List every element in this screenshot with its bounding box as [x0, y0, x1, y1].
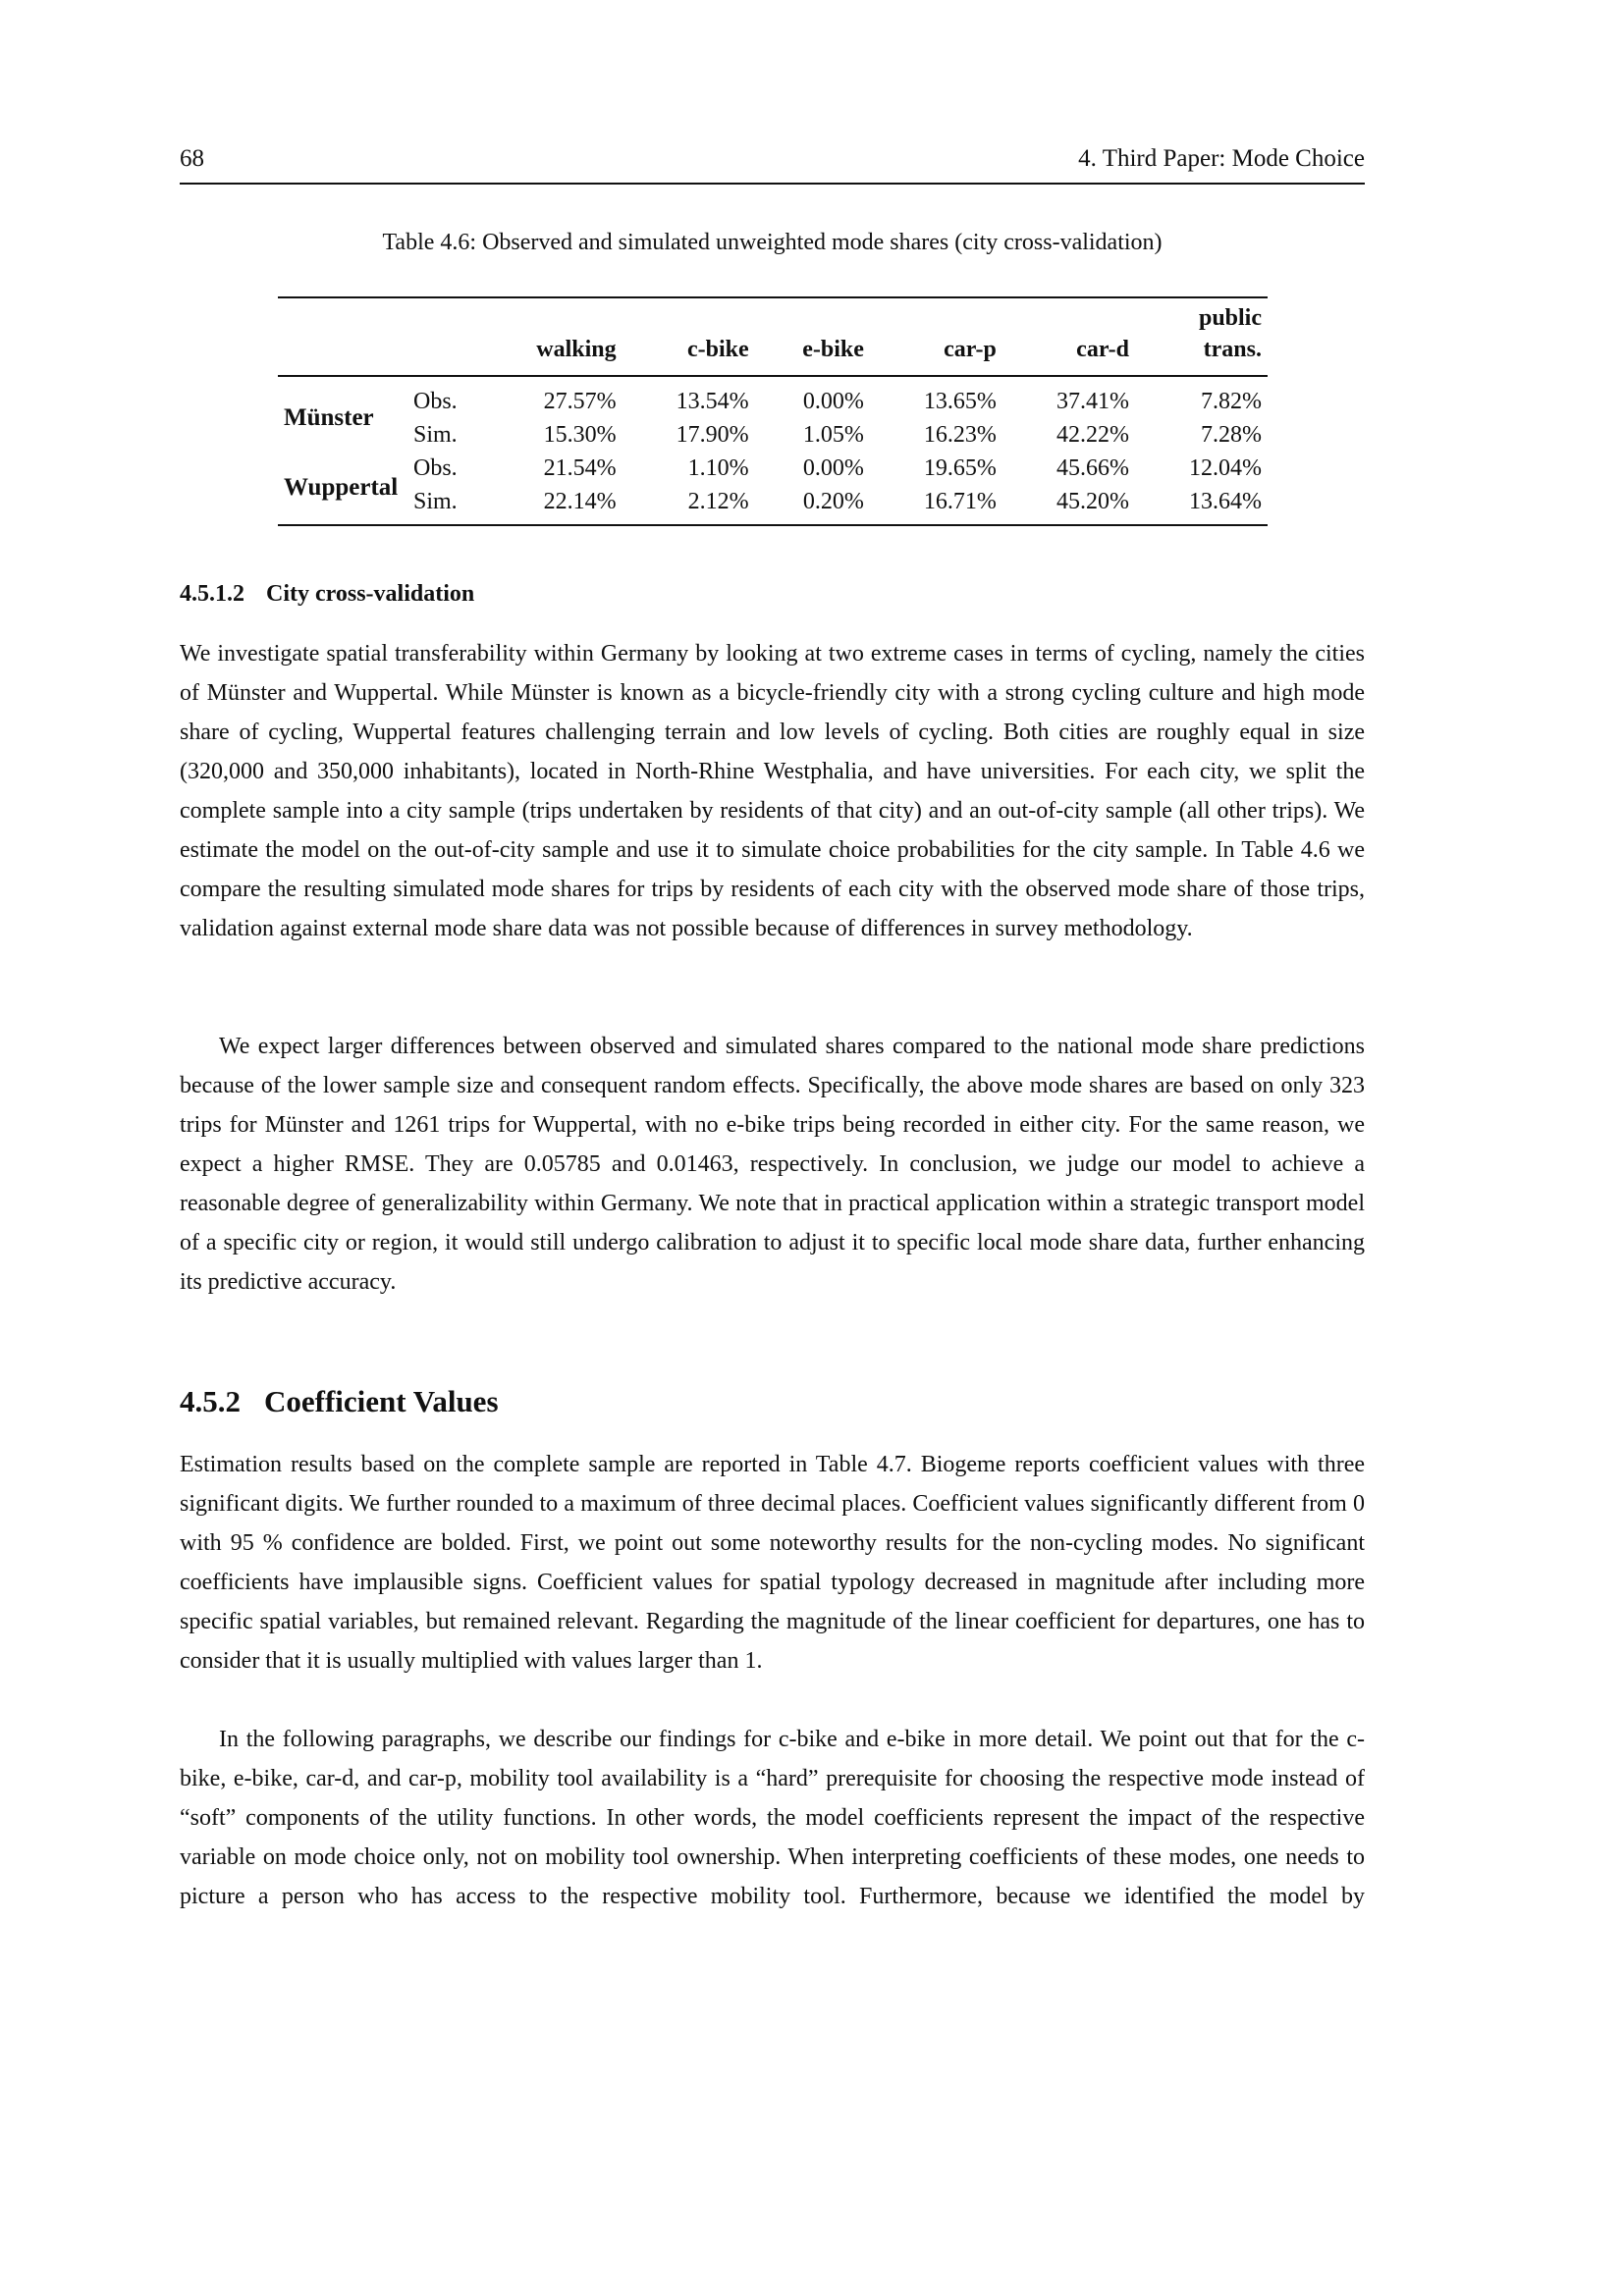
table-cell: 42.22% — [1056, 422, 1129, 448]
table-cell: 0.20% — [802, 489, 864, 514]
col-header: car-d — [1076, 337, 1129, 362]
col-header-public-trans — [1135, 297, 1268, 376]
table-cell: 19.65% — [923, 455, 997, 481]
table-cell: 21.54% — [543, 455, 617, 481]
table-cell: 1.10% — [687, 455, 749, 481]
table-cell: 13.65% — [923, 389, 997, 414]
table-cell: 0.00% — [802, 455, 864, 481]
table-cell: 16.71% — [923, 489, 997, 514]
table-cell: 45.66% — [1056, 455, 1129, 481]
table-cell: 15.30% — [543, 422, 617, 448]
table-cell: 7.82% — [1201, 389, 1262, 414]
subsubsection-heading — [180, 581, 474, 608]
header-rule — [180, 183, 1365, 185]
table-row — [278, 376, 1268, 418]
paragraph: In the following paragraphs, we describe our findings for c-bike and e-bike in more detail. We point out that for the c-bike, e-bike, car-d, and car-p, mobility tool availability is a “hard” prerequisite for choosing the respective mode instead of “soft” components of the utility functions. In other words, the model coefficients represent the impact of the respective variable on mode choice only, not on mobility tool ownership. When interpreting coefficients of these modes, one needs to picture a person who has access to the respective mobility tool. Furthermore, because we identified the model by — [180, 1727, 1365, 1909]
table-cell: 37.41% — [1056, 389, 1129, 414]
city-label: Münster — [284, 404, 374, 431]
table-cell: 16.23% — [923, 422, 997, 448]
city-label: Wuppertal — [284, 474, 399, 501]
table-cell: 13.64% — [1189, 489, 1262, 514]
section-number: 4.5.2 — [180, 1384, 241, 1418]
empty-header — [407, 297, 478, 376]
table-cell: 45.20% — [1056, 489, 1129, 514]
page-number: 68 — [180, 145, 204, 172]
section-number: 4.5.1.2 — [180, 581, 244, 607]
subsection-heading — [180, 1384, 499, 1419]
table-cell: 2.12% — [687, 489, 749, 514]
table-cell: 12.04% — [1189, 455, 1262, 481]
row-kind: Sim. — [413, 489, 458, 514]
table-cell: 7.28% — [1201, 422, 1262, 448]
paragraph: We expect larger differences between observed and simulated shares compared to the national mode share predictions because of the lower sample size and consequent random effects. Specifically, the above mode shares are based on only 323 trips for Münster and 1261 trips for Wuppertal, with no e-bike trips being recorded in either city. For the same reason, we expect a higher RMSE. They are 0.05785 and 0.01463, respectively. In conclusion, we judge our model to achieve a reasonable degree of generalizability within Germany. We note that in practical application within a strategic transport model of a specific city or region, it would still undergo calibration to adjust it to specific local mode share data, further enhancing its predictive accuracy. — [180, 1034, 1365, 1295]
table-row — [278, 418, 1268, 452]
running-header — [180, 145, 1365, 173]
col-header: car-p — [944, 337, 997, 362]
table-cell: 13.54% — [676, 389, 749, 414]
row-kind: Obs. — [413, 455, 458, 481]
paragraph: Estimation results based on the complete sample are reported in Table 4.7. Biogeme reports coefficient values with three significant digits. We further rounded to a maximum of three decimal places. Coefficient values significantly different from 0 with 95 % confidence are bolded. First, we point out some noteworthy results for the non-cycling modes. No significant coefficients have implausible signs. Coefficient values for spatial typology decreased in magnitude after including more specific spatial variables, but remained relevant. Regarding the magnitude of the linear coefficient for departures, one has to consider that it is usually multiplied with values larger than 1. — [180, 1452, 1365, 1674]
table-cell: 1.05% — [802, 422, 864, 448]
table-row — [278, 452, 1268, 485]
table-cell: 22.14% — [543, 489, 617, 514]
paragraph: We investigate spatial transferability within Germany by looking at two extreme cases in terms of cycling, namely the cities of Münster and Wuppertal. While Münster is known as a bicycle-friendly city with a strong cycling culture and high mode share of cycling, Wuppertal features challenging terrain and low levels of cycling. Both cities are roughly equal in size (320,000 and 350,000 inhabitants), located in North-Rhine Westphalia, and have universities. For each city, we split the complete sample into a city sample (trips undertaken by residents of that city) and an out-of-city sample (all other trips). We estimate the model on the out-of-city sample and use it to simulate choice probabilities for the city sample. In Table 4.6 we compare the resulting simulated mode shares for trips by residents of each city with the observed mode share of those trips, validation against external mode share data was not possible because of differences in survey methodology. — [180, 641, 1365, 941]
col-header-line: trans. — [1203, 337, 1262, 362]
col-header: walking — [536, 337, 617, 362]
section-title: Coefficient Values — [264, 1384, 499, 1418]
row-kind: Obs. — [413, 389, 458, 414]
chapter-title: 4. Third Paper: Mode Choice — [1078, 145, 1365, 172]
row-kind: Sim. — [413, 422, 458, 448]
table-caption: Table 4.6: Observed and simulated unweighted mode shares (city cross-validation) — [382, 230, 1163, 255]
table-header-row — [278, 297, 1268, 376]
col-header-line: public — [1198, 305, 1262, 331]
col-header: e-bike — [802, 337, 864, 362]
table-cell: 0.00% — [802, 389, 864, 414]
table-cell: 17.90% — [676, 422, 749, 448]
col-header: c-bike — [686, 337, 749, 362]
table-row — [278, 485, 1268, 525]
mode-share-table — [278, 296, 1268, 526]
section-title: City cross-validation — [266, 581, 475, 607]
empty-header — [278, 297, 407, 376]
table-cell: 27.57% — [543, 389, 617, 414]
